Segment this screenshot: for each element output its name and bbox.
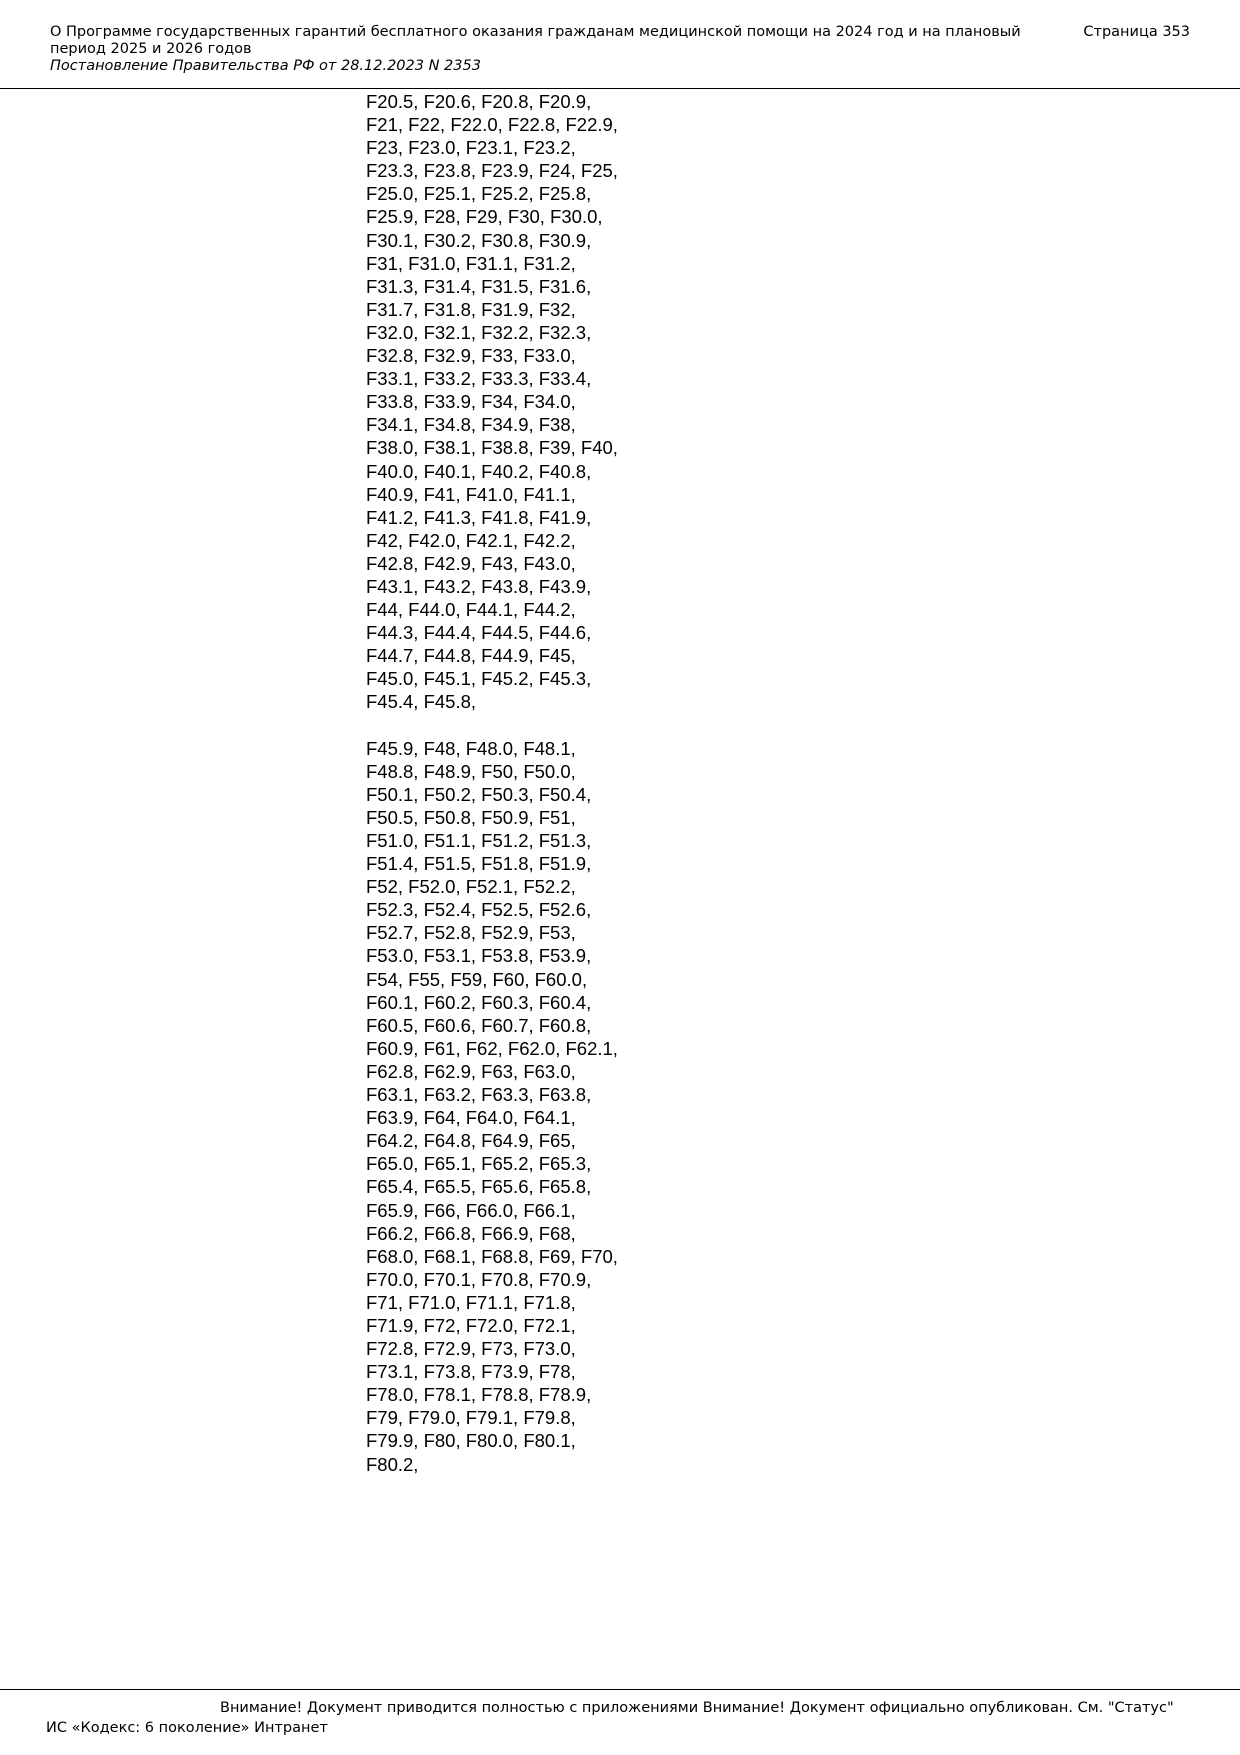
code-line: F31.7, F31.8, F31.9, F32, — [366, 298, 576, 320]
list-gap — [366, 714, 618, 737]
code-line: F25.9, F28, F29, F30, F30.0, — [366, 206, 603, 228]
code-line: F44, F44.0, F44.1, F44.2, — [366, 599, 576, 621]
code-line: F68.0, F68.1, F68.8, F69, F70, — [366, 1245, 618, 1267]
code-line: F20.5, F20.6, F20.8, F20.9, — [366, 91, 592, 112]
code-line: F38.0, F38.1, F38.8, F39, F40, — [366, 437, 618, 459]
code-line: F66.2, F66.8, F66.9, F68, — [366, 1222, 576, 1244]
code-line: F62.8, F62.9, F63, F63.0, — [366, 1060, 576, 1082]
code-line: F31.3, F31.4, F31.5, F31.6, — [366, 275, 592, 297]
code-line: F80.2, — [366, 1453, 419, 1475]
code-line: F41.2, F41.3, F41.8, F41.9, — [366, 506, 592, 528]
code-line: F50.5, F50.8, F50.9, F51, — [366, 806, 576, 828]
code-line: F42, F42.0, F42.1, F42.2, — [366, 529, 576, 551]
code-line: F65.4, F65.5, F65.6, F65.8, — [366, 1176, 592, 1198]
code-line: F70.0, F70.1, F70.8, F70.9, — [366, 1268, 592, 1290]
code-line: F63.1, F63.2, F63.3, F63.8, — [366, 1084, 592, 1106]
code-line: F45.0, F45.1, F45.2, F45.3, — [366, 668, 592, 690]
code-line: F25.0, F25.1, F25.2, F25.8, — [366, 183, 592, 205]
code-line: F23, F23.0, F23.1, F23.2, — [366, 137, 576, 159]
code-line: F32.0, F32.1, F32.2, F32.3, — [366, 321, 592, 343]
code-line: F45.4, F45.8, — [366, 691, 477, 713]
footer-notice: Внимание! Документ приводится полностью с приложениями Внимание! Документ официально опубликован. См. "Статус" — [220, 1700, 1174, 1716]
document-title: О Программе государственных гарантий бесплатного оказания гражданам медицинской помощи на 2024 год и на плановый период 2025 и 2026 годов — [50, 24, 1021, 57]
code-line: F33.1, F33.2, F33.3, F33.4, — [366, 368, 592, 390]
code-line: F60.5, F60.6, F60.7, F60.8, — [366, 1014, 592, 1036]
code-line: F79.9, F80, F80.0, F80.1, — [366, 1430, 576, 1452]
footer-source: ИС «Кодекс: 6 поколение» Интранет — [46, 1720, 328, 1736]
code-line: F23.3, F23.8, F23.9, F24, F25, — [366, 160, 618, 182]
code-line: F52.3, F52.4, F52.5, F52.6, — [366, 899, 592, 921]
code-line: F79, F79.0, F79.1, F79.8, — [366, 1407, 576, 1429]
code-line: F44.7, F44.8, F44.9, F45, — [366, 645, 576, 667]
code-line: F73.1, F73.8, F73.9, F78, — [366, 1361, 576, 1383]
code-line: F60.9, F61, F62, F62.0, F62.1, — [366, 1037, 618, 1059]
code-line: F51.0, F51.1, F51.2, F51.3, — [366, 830, 592, 851]
code-line: F48.8, F48.9, F50, F50.0, — [366, 760, 576, 782]
code-line: F54, F55, F59, F60, F60.0, — [366, 968, 588, 990]
code-line: F71.9, F72, F72.0, F72.1, — [366, 1314, 576, 1336]
page-number: Страница 353 — [1083, 24, 1190, 40]
code-line: F42.8, F42.9, F43, F43.0, — [366, 552, 576, 574]
document-subtitle: Постановление Правительства РФ от 28.12.2023 N 2353 — [50, 58, 481, 74]
code-line: F50.1, F50.2, F50.3, F50.4, — [366, 783, 592, 805]
footer-divider — [0, 1689, 1240, 1690]
code-line: F34.1, F34.8, F34.9, F38, — [366, 414, 576, 436]
page-header — [50, 24, 1190, 75]
code-line: F78.0, F78.1, F78.8, F78.9, — [366, 1384, 592, 1406]
code-line: F63.9, F64, F64.0, F64.1, — [366, 1107, 576, 1129]
diagnosis-code-list — [366, 90, 618, 1476]
code-line: F43.1, F43.2, F43.8, F43.9, — [366, 575, 592, 597]
code-line: F30.1, F30.2, F30.8, F30.9, — [366, 229, 592, 251]
code-line: F52, F52.0, F52.1, F52.2, — [366, 876, 576, 898]
code-line: F60.1, F60.2, F60.3, F60.4, — [366, 991, 592, 1013]
code-line: F51.4, F51.5, F51.8, F51.9, — [366, 853, 592, 875]
code-line: F21, F22, F22.0, F22.8, F22.9, — [366, 114, 618, 136]
code-line: F53.0, F53.1, F53.8, F53.9, — [366, 945, 592, 967]
code-line: F65.9, F66, F66.0, F66.1, — [366, 1199, 576, 1221]
code-line: F65.0, F65.1, F65.2, F65.3, — [366, 1153, 592, 1175]
code-line: F71, F71.0, F71.1, F71.8, — [366, 1291, 576, 1313]
code-line: F32.8, F32.9, F33, F33.0, — [366, 345, 576, 367]
code-line: F40.0, F40.1, F40.2, F40.8, — [366, 460, 592, 482]
code-line: F45.9, F48, F48.0, F48.1, — [366, 737, 576, 759]
code-line: F72.8, F72.9, F73, F73.0, — [366, 1338, 576, 1360]
code-line: F52.7, F52.8, F52.9, F53, — [366, 922, 576, 944]
code-line: F64.2, F64.8, F64.9, F65, — [366, 1130, 576, 1152]
code-line: F33.8, F33.9, F34, F34.0, — [366, 391, 576, 413]
code-line: F31, F31.0, F31.1, F31.2, — [366, 252, 576, 274]
header-divider — [0, 88, 1240, 89]
code-line: F40.9, F41, F41.0, F41.1, — [366, 483, 576, 505]
code-line: F44.3, F44.4, F44.5, F44.6, — [366, 622, 592, 644]
